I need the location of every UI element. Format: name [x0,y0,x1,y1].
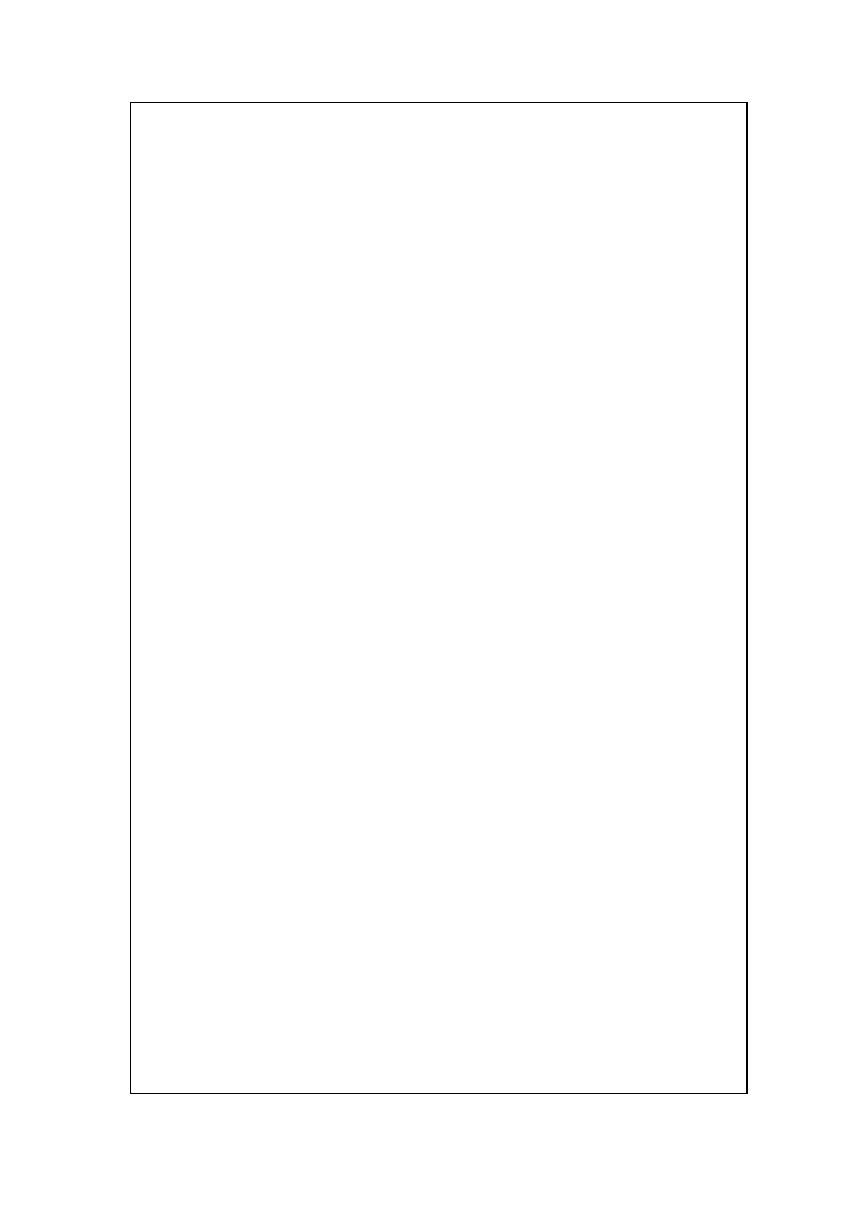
content-frame [130,102,748,1094]
